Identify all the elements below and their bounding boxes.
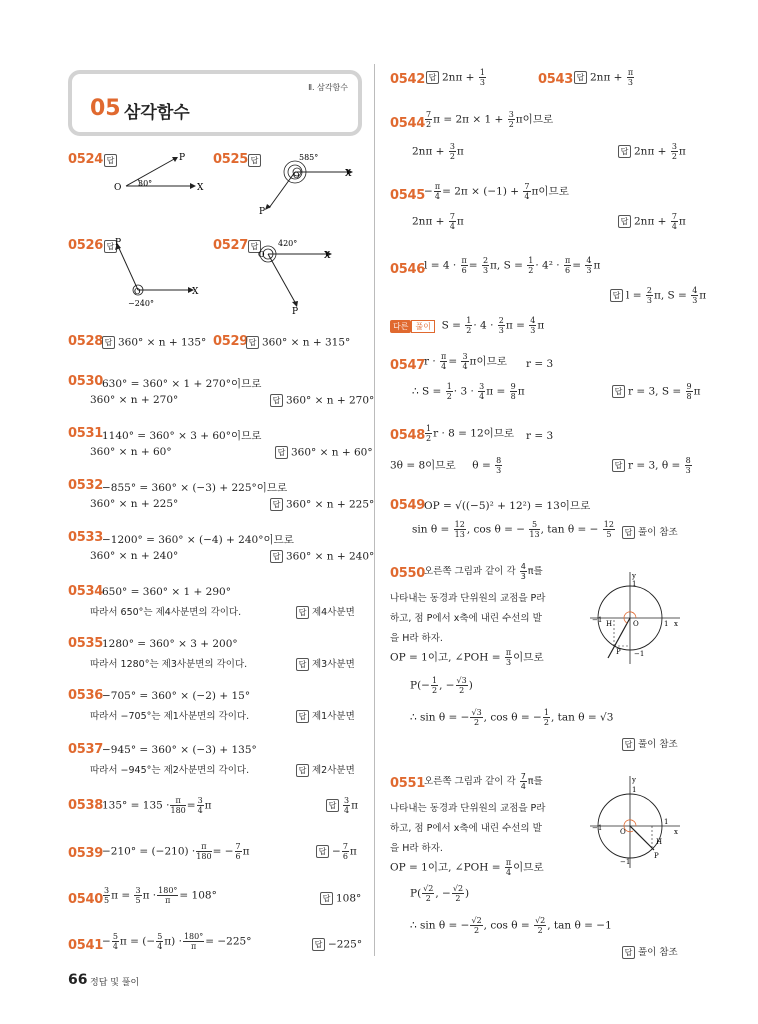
- fig-label-O: O: [293, 171, 300, 180]
- solution-text: 2nπ +: [412, 215, 448, 228]
- answer-text: 제3사분면: [312, 659, 355, 670]
- answer-icon: 답: [326, 799, 339, 812]
- solution-line: 360° × n + 225°: [90, 498, 179, 510]
- svg-text:−1: −1: [592, 616, 603, 624]
- fig-label-P: P: [179, 153, 186, 163]
- problem-number: 0536: [68, 688, 103, 703]
- fig-label-X: X: [345, 169, 352, 179]
- fraction: $\frac{7}{4}$: [449, 212, 455, 231]
- solution-text: = 2π × (−1) +: [442, 185, 523, 198]
- fraction: $\frac{7}{6}$: [235, 842, 241, 861]
- fraction: $\frac{9}{8}$: [686, 382, 692, 401]
- fraction: $\frac{12}{13}$: [454, 520, 465, 539]
- fig-label-O: O: [258, 250, 265, 259]
- fig-angle: 585°: [299, 153, 319, 162]
- answer-text: 제1사분면: [312, 711, 355, 722]
- fraction: $\frac{1}{2}$: [426, 424, 432, 443]
- answer: [296, 604, 355, 619]
- fig-label-O: O: [134, 287, 141, 296]
- answer: [296, 762, 355, 777]
- fraction: $\frac{\pi}{3}$: [505, 648, 512, 667]
- answer-icon: 답: [622, 946, 635, 959]
- answer: [622, 736, 678, 751]
- solution-text: 오른쪽 그림과 같이 각: [424, 566, 516, 577]
- fraction: $\frac{180^\circ}{\pi}$: [183, 932, 204, 951]
- solution-text: = 108°: [179, 889, 217, 902]
- fraction: $\frac{\pi}{3}$: [627, 68, 634, 87]
- fraction: $\frac{√3}{2}$: [456, 676, 467, 695]
- section-number: 05: [90, 96, 121, 121]
- unit-circle-figure-0551: [590, 774, 682, 870]
- solution-text: 135° = 135 ·: [102, 799, 170, 812]
- svg-text:−1: −1: [634, 650, 645, 658]
- fraction: $\frac{√2}{2}$: [423, 884, 434, 903]
- answer: [622, 944, 678, 959]
- answer-icon: 답: [296, 710, 309, 723]
- answer-icon: 답: [296, 764, 309, 777]
- problem-number: 0537: [68, 742, 103, 757]
- solution-line: 을 H라 하자.: [390, 633, 443, 644]
- problem-number: 0549: [390, 498, 425, 513]
- fraction: $\frac{5}{4}$: [157, 932, 163, 951]
- fraction: $\frac{180^\circ}{\pi}$: [158, 886, 178, 905]
- problem-number: 0551: [390, 776, 425, 791]
- fraction: $\frac{3}{5}$: [135, 886, 141, 905]
- angle-figure-0526: [112, 236, 204, 312]
- svg-text:1: 1: [632, 580, 637, 588]
- angle-figure-0524: [110, 148, 204, 198]
- fraction: $\frac{7}{4}$: [671, 212, 677, 231]
- solution-text: −210° = (−210) ·: [102, 845, 196, 858]
- answer-icon: 답: [248, 154, 261, 167]
- fraction: $\frac{7}{2}$: [426, 110, 432, 129]
- solution-line: r = 3: [526, 358, 554, 370]
- fig-angle: 420°: [278, 239, 298, 248]
- fraction: $\frac{1}{2}$: [543, 708, 549, 727]
- fraction: $\frac{3}{5}$: [104, 886, 110, 905]
- fraction: $\frac{7}{4}$: [520, 772, 526, 791]
- fraction: $\frac{1}{3}$: [479, 68, 485, 87]
- solution-line: −210° = (−210) · $\frac{\pi}{180}$ = − $\frac{7}{6}$ π: [102, 842, 250, 861]
- fig-angle: −240°: [128, 299, 154, 308]
- solution-text: π이므로: [515, 113, 554, 126]
- fraction: $\frac{√2}{2}$: [535, 916, 546, 935]
- problem-number: 0541: [68, 938, 103, 953]
- fraction: $\frac{3}{2}$: [671, 142, 677, 161]
- answer-icon: 답: [612, 385, 625, 398]
- answer: [102, 336, 206, 349]
- svg-text:y: y: [632, 776, 636, 784]
- answer: [270, 550, 374, 563]
- fraction: $\frac{3}{2}$: [449, 142, 455, 161]
- problem-number: 0535: [68, 636, 103, 651]
- answer: [320, 892, 361, 905]
- solution-line: OP = √((−5)² + 12²) = 13이므로: [424, 500, 591, 512]
- answer-icon: 답: [104, 240, 117, 253]
- solution-line: 3θ = 8이므로 θ = $\frac{8}{3}$: [390, 456, 502, 475]
- problem-number: 0525: [213, 152, 248, 167]
- solution-text: 이므로: [513, 651, 544, 664]
- answer-text: 360° × n + 315°: [262, 336, 351, 349]
- answer-icon: 답: [426, 71, 439, 84]
- solution-text: π를: [527, 566, 543, 577]
- answer: 답 − $\frac{7}{6}$ π: [316, 842, 357, 861]
- solution-line: − $\frac{\pi}{4}$ = 2π × (−1) + $\frac{7}{4}$ π이므로: [424, 182, 569, 201]
- answer-icon: 답: [104, 154, 117, 167]
- answer-text: 풀이 참조: [638, 527, 678, 538]
- section-title: 삼각함수: [124, 103, 190, 123]
- svg-text:x: x: [674, 620, 678, 628]
- answer: [296, 656, 355, 671]
- fraction: $\frac{3}{2}$: [508, 110, 514, 129]
- solution-line: −855° = 360° × (−3) + 225°이므로: [102, 482, 288, 494]
- fraction: $\frac{4}{3}$: [530, 316, 536, 335]
- solution-line: 630° = 360° × 1 + 270°이므로: [102, 378, 262, 390]
- fraction: $\frac{3}{4}$: [197, 796, 203, 815]
- answer-text: r = 3, θ =: [628, 459, 684, 472]
- answer: 답 2nπ + $\frac{3}{2}$ π: [618, 142, 686, 161]
- solution-text: π를: [527, 776, 543, 787]
- solution-line: [424, 110, 553, 129]
- solution-text: = −: [212, 845, 234, 858]
- solution-line: P( $\frac{√2}{2}$ , − $\frac{√2}{2}$ ): [410, 884, 470, 903]
- answer: [612, 456, 693, 475]
- solution-text: π = (−: [119, 935, 156, 948]
- svg-text:H: H: [656, 838, 663, 846]
- answer-text: 제2사분면: [312, 765, 355, 776]
- svg-text:P: P: [616, 648, 621, 656]
- fraction: $\frac{5}{13}$: [529, 520, 540, 539]
- answer: [270, 498, 374, 511]
- svg-text:−1: −1: [592, 824, 603, 832]
- fraction: $\frac{4}{3}$: [520, 562, 526, 581]
- answer-text: r = 3, S =: [628, 385, 685, 398]
- angle-figure-0525: [255, 148, 360, 220]
- fig-label-O: O: [114, 183, 122, 193]
- solution-line: [424, 424, 514, 443]
- answer-icon: 답: [622, 738, 635, 751]
- problem-number: 0547: [390, 358, 425, 373]
- fraction: $\frac{1}{2}$: [528, 256, 534, 275]
- answer-icon: 답: [320, 892, 333, 905]
- problem-number: 0543: [538, 72, 573, 87]
- solution-line: [390, 858, 544, 877]
- solution-line: 1280° = 360° × 3 + 200°: [102, 638, 238, 650]
- solution-text: −: [102, 935, 111, 948]
- solution-line: 을 H라 하자.: [390, 843, 443, 854]
- solution-line: 하고, 점 P에서 x축에 내린 수선의 발: [390, 613, 542, 624]
- answer-text: 108°: [336, 892, 362, 905]
- solution-text: π = 2π × 1 +: [433, 113, 507, 126]
- answer-text: l =: [626, 289, 645, 302]
- solution-line: ∴ sin θ = − $\frac{√2}{2}$ , cos θ = $\frac{√2}{2}$ , tan θ = −1: [410, 916, 612, 935]
- problem-number: 0546: [390, 262, 425, 277]
- answer: [574, 68, 635, 87]
- problem-number: 0540: [68, 892, 103, 907]
- solution-text: 오른쪽 그림과 같이 각: [424, 776, 516, 787]
- svg-text:1: 1: [664, 818, 669, 826]
- answer: [426, 68, 487, 87]
- answer-icon: 답: [618, 145, 631, 158]
- answer-icon: 답: [618, 215, 631, 228]
- answer-text: 제4사분면: [312, 607, 355, 618]
- fig-label-P: P: [259, 207, 266, 217]
- problem-number: 0532: [68, 478, 103, 493]
- solution-line: 나타내는 동경과 단위원의 교점을 P라: [390, 593, 546, 604]
- fraction: $\frac{1}{2}$: [466, 316, 472, 335]
- fraction: $\frac{8}{3}$: [685, 456, 691, 475]
- fraction: $\frac{\pi}{6}$: [564, 256, 571, 275]
- solution-line: 135° = 135 · $\frac{\pi}{180}$ = $\frac{3}{4}$ π: [102, 796, 212, 815]
- solution-text: 3θ = 8이므로: [390, 459, 456, 472]
- answer: [296, 708, 355, 723]
- solution-line: 따라서 −945°는 제2사분면의 각이다.: [90, 765, 250, 776]
- answer: 답 l = $\frac{2}{3}$ π, S = $\frac{4}{3}$ π: [610, 286, 706, 305]
- problem-number: 0530: [68, 374, 103, 389]
- fraction: $\frac{3}{4}$: [479, 382, 485, 401]
- fraction: $\frac{\pi}{180}$: [170, 796, 186, 815]
- solution-line: 따라서 650°는 제4사분면의 각이다.: [90, 607, 242, 618]
- fraction: $\frac{7}{6}$: [342, 842, 348, 861]
- problem-number: 0529: [213, 334, 248, 349]
- solution-line: l = 4 · $\frac{\pi}{6}$ = $\frac{2}{3}$ π, S = $\frac{1}{2}$ · 4² · $\frac{\pi}{6}$ = $\frac{4}{3}$ π: [424, 256, 601, 275]
- solution-text: l = 4 ·: [424, 259, 460, 272]
- answer-text: 풀이 참조: [638, 947, 678, 958]
- fraction: $\frac{2}{3}$: [646, 286, 652, 305]
- fraction: $\frac{1}{2}$: [431, 676, 438, 695]
- solution-text: 이므로: [513, 861, 544, 874]
- answer-icon: 답: [296, 658, 309, 671]
- solution-text: OP = 1이고, ∠POH =: [390, 651, 504, 664]
- fraction: $\frac{4}{3}$: [586, 256, 592, 275]
- answer-text: 2nπ +: [442, 71, 478, 84]
- fraction: $\frac{2}{3}$: [482, 256, 489, 275]
- fraction: $\frac{5}{4}$: [112, 932, 118, 951]
- solution-line: −705° = 360° × (−2) + 15°: [102, 690, 251, 702]
- answer-icon: 답: [248, 240, 261, 253]
- problem-number: 0524: [68, 152, 103, 167]
- fraction: $\frac{\pi}{180}$: [196, 842, 212, 861]
- solution-line: 1140° = 360° × 3 + 60°이므로: [102, 430, 262, 442]
- answer: 답 r = 3, S = $\frac{9}{8}$ π: [612, 382, 701, 401]
- solution-line: 360° × n + 240°: [90, 550, 179, 562]
- answer-text: 360° × n + 225°: [286, 498, 375, 511]
- fraction: $\frac{\pi}{6}$: [461, 256, 467, 275]
- answer: [275, 446, 373, 459]
- answer-icon: 답: [102, 336, 115, 349]
- svg-text:1: 1: [632, 786, 637, 794]
- answer-text: 풀이 참조: [638, 739, 678, 750]
- fraction: $\frac{√2}{2}$: [452, 884, 464, 903]
- solution-text: = −225°: [205, 935, 252, 948]
- solution-line: [424, 562, 543, 581]
- chapter-label: Ⅱ. 삼각함수: [308, 83, 348, 92]
- answer-icon: 답: [270, 550, 283, 563]
- solution-line: [390, 648, 544, 667]
- fraction: $\frac{√3}{2}$: [471, 708, 482, 727]
- solution-text: =: [186, 799, 196, 812]
- svg-text:1: 1: [664, 620, 669, 628]
- solution-text: π =: [111, 889, 134, 902]
- svg-text:O: O: [620, 828, 626, 836]
- problem-number: 0528: [68, 334, 103, 349]
- svg-text:P: P: [654, 852, 659, 860]
- solution-line: ∴ sin θ = − $\frac{√3}{2}$ , cos θ = − $\frac{1}{2}$ , tan θ = √3: [410, 708, 614, 727]
- fig-label-X: X: [324, 251, 331, 261]
- solution-text: π ·: [142, 889, 157, 902]
- solution-line: ∴ S = $\frac{1}{2}$ · 3 · $\frac{3}{4}$ π = $\frac{9}{8}$ π: [412, 382, 525, 401]
- solution-line: 2nπ + $\frac{7}{4}$ π: [412, 212, 464, 231]
- svg-text:−1: −1: [620, 858, 631, 866]
- solution-line: [424, 772, 543, 791]
- answer: [312, 938, 362, 951]
- answer-text: −225°: [328, 938, 363, 951]
- solution-line: 360° × n + 270°: [90, 394, 179, 406]
- svg-text:H: H: [606, 620, 613, 628]
- solution-line: 360° × n + 60°: [90, 446, 172, 458]
- fraction: $\frac{3}{4}$: [344, 796, 350, 815]
- unit-circle-figure-0550: [590, 570, 682, 666]
- answer-text: 360° × n + 240°: [286, 550, 375, 563]
- answer-icon: 답: [610, 289, 623, 302]
- solution-line: r = 3: [526, 430, 554, 442]
- answer-icon: 답: [612, 459, 625, 472]
- solution-line: −945° = 360° × (−3) + 135°: [102, 744, 257, 756]
- answer: 답 2nπ + $\frac{7}{4}$ π: [618, 212, 686, 231]
- solution-line: 따라서 1280°는 제3사분면의 각이다.: [90, 659, 248, 670]
- answer-icon: 답: [270, 394, 283, 407]
- fraction: $\frac{7}{4}$: [524, 182, 530, 201]
- answer-icon: 답: [296, 606, 309, 619]
- answer-text: 360° × n + 270°: [286, 394, 375, 407]
- fraction: $\frac{\pi}{4}$: [434, 182, 441, 201]
- section-header: [68, 70, 362, 136]
- fraction: $\frac{12}{5}$: [603, 520, 614, 539]
- solution-line: r · $\frac{\pi}{4}$ = $\frac{3}{4}$ π이므로: [424, 352, 507, 371]
- footer-label: 정답 및 풀이: [90, 978, 140, 988]
- answer-icon: 답: [622, 526, 635, 539]
- fraction: $\frac{4}{3}$: [692, 286, 698, 305]
- problem-number: 0548: [390, 428, 425, 443]
- solution-line: −1200° = 360° × (−4) + 240°이므로: [102, 534, 294, 546]
- answer-icon: 답: [316, 845, 329, 858]
- solution-line: 하고, 점 P에서 x축에 내린 수선의 발: [390, 823, 542, 834]
- solution-line: [102, 886, 217, 905]
- answer-text: 360° × n + 135°: [118, 336, 207, 349]
- solution-text: ∴ S =: [412, 385, 445, 398]
- fraction: $\frac{8}{3}$: [496, 456, 502, 475]
- problem-number: 0531: [68, 426, 103, 441]
- solution-text: r · 8 = 12이므로: [433, 427, 515, 440]
- problem-number: 0545: [390, 188, 425, 203]
- problem-number: 0534: [68, 584, 103, 599]
- svg-text:O: O: [633, 620, 639, 628]
- solution-line: 2nπ + $\frac{3}{2}$ π: [412, 142, 464, 161]
- solution-text: 2nπ +: [412, 145, 448, 158]
- problem-number: 0526: [68, 238, 103, 253]
- answer: [622, 524, 678, 539]
- answer-text: 2nπ +: [634, 215, 670, 228]
- fraction: $\frac{3}{4}$: [462, 352, 468, 371]
- fig-label-X: X: [192, 287, 199, 297]
- answer-icon: 답: [574, 71, 587, 84]
- fraction: $\frac{\pi}{4}$: [441, 352, 447, 371]
- answer-icon: 답: [312, 938, 325, 951]
- solution-text: π이므로: [531, 185, 569, 198]
- solution-line: sin θ = $\frac{12}{13}$ , cos θ = − $\frac{5}{13}$ , tan θ = − $\frac{12}{5}$: [412, 520, 614, 539]
- answer-icon: 답: [270, 498, 283, 511]
- alt-badge-sol: 풀이: [411, 320, 434, 333]
- answer-text: 360° × n + 60°: [291, 446, 373, 459]
- solution-line: P(− $\frac{1}{2}$ , − $\frac{√3}{2}$ ): [410, 676, 473, 695]
- alt-badge: 다른: [390, 320, 411, 333]
- solution-text: π) ·: [164, 935, 182, 948]
- answer-text: 2nπ +: [590, 71, 626, 84]
- fraction: $\frac{\pi}{4}$: [505, 858, 512, 877]
- fig-label-X: X: [197, 183, 204, 193]
- fig-label-P: P: [115, 238, 122, 248]
- fraction: $\frac{9}{8}$: [510, 382, 516, 401]
- answer-text: 2nπ +: [634, 145, 670, 158]
- fraction: $\frac{1}{2}$: [446, 382, 452, 401]
- angle-figure-0527: [256, 234, 344, 316]
- fig-angle: 30°: [138, 179, 153, 188]
- problem-number: 0539: [68, 846, 103, 861]
- problem-number: 0527: [213, 238, 248, 253]
- solution-line: [102, 932, 251, 951]
- solution-line: 650° = 360° × 1 + 290°: [102, 586, 231, 598]
- solution-text: OP = 1이고, ∠POH =: [390, 861, 504, 874]
- solution-line: 나타내는 동경과 단위원의 교점을 P라: [390, 803, 546, 814]
- problem-number: 0550: [390, 566, 425, 581]
- fraction: $\frac{√2}{2}$: [471, 916, 482, 935]
- problem-number: 0544: [390, 116, 425, 131]
- problem-number: 0533: [68, 530, 103, 545]
- page-number: 66: [68, 972, 88, 988]
- answer: 답 $\frac{3}{4}$ π: [326, 796, 358, 815]
- svg-text:y: y: [632, 572, 636, 580]
- problem-number: 0542: [390, 72, 425, 87]
- answer: [270, 394, 374, 407]
- answer: [246, 336, 350, 349]
- solution-line: 따라서 −705°는 제1사분면의 각이다.: [90, 711, 250, 722]
- fraction: $\frac{2}{3}$: [498, 316, 504, 335]
- svg-text:x: x: [674, 828, 678, 836]
- answer-icon: 답: [246, 336, 259, 349]
- alt-solution: 다른 풀이 S = $\frac{1}{2}$ · 4 · $\frac{2}{3}$ π = $\frac{4}{3}$ π: [390, 316, 544, 335]
- answer-icon: 답: [275, 446, 288, 459]
- problem-number: 0538: [68, 798, 103, 813]
- fig-label-P: P: [292, 307, 299, 317]
